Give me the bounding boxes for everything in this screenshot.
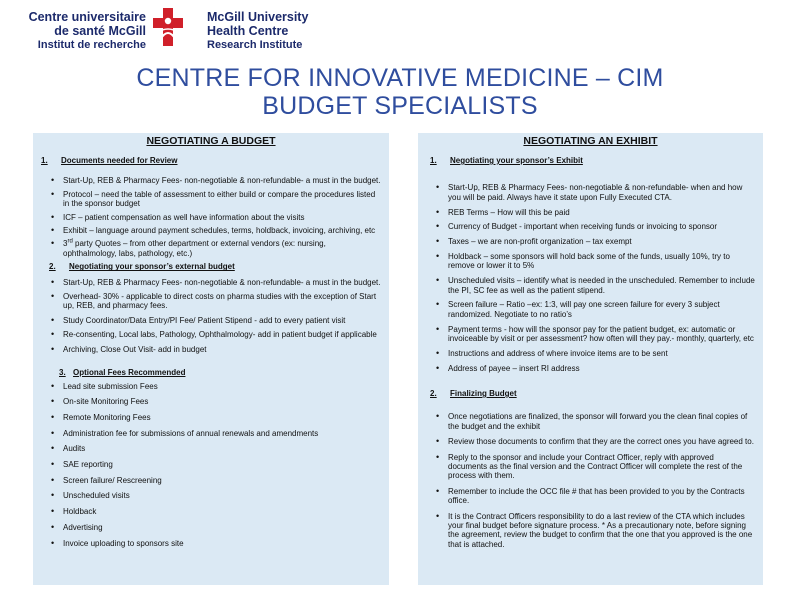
list-item: • Overhead- 30% - applicable to direct costs on pharma studies with the exception of Start up, REB, and pharmacy fees. — [51, 292, 381, 311]
list-item: • Audits — [51, 444, 381, 453]
logo-right-line2: Health Centre — [207, 24, 289, 38]
list-item: • Taxes – we are non-profit organization – tax exempt — [436, 237, 755, 246]
list-item — [51, 239, 381, 258]
list-item: • REB Terms – How will this be paid — [436, 208, 755, 217]
right-panel-title: NEGOTIATING AN EXHIBIT — [523, 135, 658, 147]
title-line2: BUDGET SPECIALISTS — [262, 92, 538, 120]
list-item: • SAE reporting — [51, 460, 381, 469]
section-number: 2. — [49, 262, 56, 272]
section-heading-text: Documents needed for Review — [61, 156, 178, 165]
right-section2-list — [426, 412, 755, 549]
left-section2-list — [41, 278, 381, 354]
quotes-superscript: rd — [67, 238, 73, 245]
section-number: 2. — [430, 389, 437, 399]
right-section2-heading — [430, 389, 755, 398]
logo-left-line3: Institut de recherche — [37, 39, 146, 51]
logo-left-line1: Centre universitaire — [28, 10, 146, 24]
list-item: • Payment terms - how will the sponsor pay for the patient budget, ex: automatic or invoiceable by visit or per assessment? how often will they pay.- monthly, quarterly, etc — [436, 325, 755, 344]
left-section1-list — [41, 176, 381, 258]
section-heading-text: Optional Fees Recommended — [73, 368, 186, 378]
logo-left-line2: de santé McGill — [54, 24, 146, 38]
list-item: • Holdback — [51, 507, 381, 516]
list-item: • Remote Monitoring Fees — [51, 413, 381, 422]
left-section3-list — [41, 382, 381, 548]
logo-right-text — [207, 10, 407, 52]
list-item: • Unscheduled visits — [51, 491, 381, 500]
left-section3-heading — [59, 368, 381, 377]
negotiating-budget-panel — [33, 133, 389, 585]
list-item: • Holdback – some sponsors will hold back some of the funds, usually 10%, try to remove or lower it to 5% — [436, 252, 755, 271]
list-item: • Exhibit – language around payment schedules, terms, holdback, invoicing, archiving, etc — [51, 226, 381, 235]
section-heading-text: Finalizing Budget — [450, 389, 517, 399]
list-item: • Remember to include the OCC file # that has been provided to you by the Contracts office. — [436, 487, 755, 506]
list-item: • Review those documents to confirm that they are the correct ones you have agreed to. — [436, 437, 755, 446]
list-item: • Screen failure – Ratio –ex: 1:3, will pay one screen failure for every 3 subject randomized. Negotiate to no ratio’s — [436, 300, 755, 319]
list-item: • Administration fee for submissions of annual renewals and amendments — [51, 429, 381, 438]
list-item: • Archiving, Close Out Visit- add in budget — [51, 345, 381, 354]
list-item: • Lead site submission Fees — [51, 382, 381, 391]
list-item: • ICF – patient compensation as well have information about the visits — [51, 213, 381, 222]
left-section2-heading — [49, 262, 381, 271]
negotiating-exhibit-panel — [418, 133, 763, 585]
list-item: • Currency of Budget - important when receiving funds or invoicing to sponsor — [436, 222, 755, 231]
section-number: 1. — [430, 156, 437, 165]
list-item: • Start-Up, REB & Pharmacy Fees- non-negotiable & non-refundable- when and how you will be paid. Always have it state upon Fully Executed CTA. — [436, 183, 755, 202]
list-item: • Address of payee – insert RI address — [436, 364, 755, 373]
list-item: • It is the Contract Officers responsibility to do a last review of the CTA which includes your final budget before signature process. * As a precautionary note, before signing the agreement, review the budget to confirm that the one that you approved is the one that is attached. — [436, 512, 755, 550]
list-item: • Study Coordinator/Data Entry/PI Fee/ Patient Stipend - add to every patient visit — [51, 316, 381, 325]
left-panel-title: NEGOTIATING A BUDGET — [146, 135, 276, 147]
logo-left-text — [6, 10, 146, 52]
left-section1-heading — [41, 156, 381, 165]
list-item: • Advertising — [51, 523, 381, 532]
list-item: • Start-Up, REB & Pharmacy Fees- non-negotiable & non-refundable- a must in the budget. — [51, 176, 381, 185]
list-item: • Re-consenting, Local labs, Pathology, Ophthalmology- add in patient budget if applicable — [51, 330, 381, 339]
list-item: • Instructions and address of where invoice items are to be sent — [436, 349, 755, 358]
quotes-prefix: 3 — [63, 239, 68, 249]
page-title — [0, 64, 800, 120]
title-line1: CENTRE FOR INNOVATIVE MEDICINE – CIM — [136, 64, 664, 92]
section-number: 1. — [41, 156, 48, 165]
list-item: • Start-Up, REB & Pharmacy Fees- non-negotiable & non-refundable- a must in the budget. — [51, 278, 381, 287]
muhc-cross-logo-icon — [150, 6, 186, 50]
right-section1-heading — [430, 156, 755, 165]
logo-right-line1: McGill University — [207, 10, 309, 24]
right-section1-list — [426, 183, 755, 373]
section-heading-text: Negotiating your sponsor’s external budget — [69, 262, 235, 272]
list-item: • Unscheduled visits – identify what is needed in the unscheduled. Remember to include the PI, SC fee as well as the patient stipend. — [436, 276, 755, 295]
list-item: • Invoice uploading to sponsors site — [51, 539, 381, 548]
logo-right-line3: Research Institute — [207, 39, 303, 51]
list-item: • On-site Monitoring Fees — [51, 397, 381, 406]
section-number: 3. — [59, 368, 66, 378]
section-heading-text: Negotiating your sponsor’s Exhibit — [450, 156, 583, 165]
list-item: • Screen failure/ Rescreening — [51, 476, 381, 485]
list-item: • Protocol – need the table of assessment to either build or compare the procedures listed in the sponsor budget — [51, 190, 381, 209]
quotes-text: party Quotes – from other department or external vendors (ex: nursing, ophthalmology, labs, pathology, etc.) — [63, 239, 326, 258]
list-item: • Once negotiations are finalized, the sponsor will forward you the clean final copies of the budget and the exhibit — [436, 412, 755, 431]
list-item: • Reply to the sponsor and include your Contract Officer, reply with approved documents as the final version and the Contract Officer will complete the rest of the process with them. — [436, 453, 755, 481]
